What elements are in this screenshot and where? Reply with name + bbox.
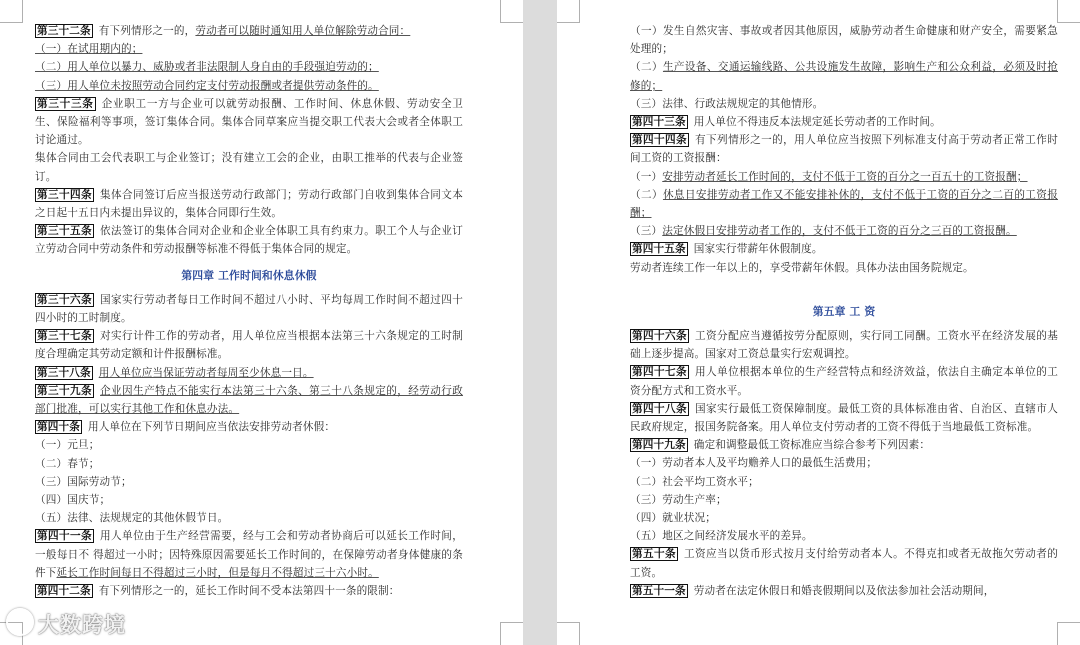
article-text: （四）国庆节；	[35, 494, 111, 507]
article-text: （三）法律、行政法规规定的其他情形。	[630, 97, 824, 110]
article-number: 第五十一条	[632, 584, 686, 597]
article-text: 依法签订的集体合同对企业和企业全体职工具有约束力。职工个人与企业订立劳动合同中劳动条件和劳动报酬等标准不得低于集体合同的规定。	[35, 225, 464, 256]
watermark-text: 大数跨境	[38, 613, 126, 637]
corner-mark	[0, 0, 23, 23]
article-text: 集体合同由工会代表职工与企业签订；没有建立工会的企业，由职工推举的代表与企业签订。	[35, 152, 463, 183]
underlined-text: 安排劳动者延长工作时间的，支付不低于工资的百分之一百五十的工资报酬；	[662, 170, 1028, 183]
article-number: 第四十九条	[632, 439, 686, 452]
corner-mark	[1057, 622, 1080, 645]
underlined-text: 法定休假日安排劳动者工作的，支付不低于工资的百分之三百的工资报酬。	[662, 225, 1017, 238]
corner-mark	[557, 622, 580, 645]
underlined-text: 用人单位应当保证劳动者每周至少休息一日。	[98, 366, 314, 379]
article-number: 第三十四条	[37, 188, 93, 201]
article-text: 工资分配应当遵循按劳分配原则，实行同工同酬。工资水平在经济发展的基础上逐步提高。国家对工资总量实行宏观调控。	[630, 330, 1059, 361]
article-paragraph	[630, 259, 1058, 277]
article-number: 第三十六条	[37, 293, 93, 306]
page-body	[630, 22, 1058, 600]
article-paragraph	[630, 436, 1058, 454]
article-text: 国家实行带薪年休假制度。	[693, 243, 823, 256]
article-paragraph	[630, 545, 1058, 581]
watermark-icon	[6, 608, 34, 636]
corner-mark	[1057, 0, 1080, 23]
underlined-text: 延长工作时间每日不得超过三小时，但是每月不得超过三十六小时。	[56, 566, 379, 579]
article-paragraph	[35, 582, 463, 600]
article-paragraph	[630, 327, 1058, 363]
underlined-text: 劳动者可以随时通知用人单位解除劳动合同：	[195, 25, 411, 37]
page-body	[35, 22, 463, 600]
article-paragraph	[630, 473, 1058, 491]
article-text: 劳动者连续工作一年以上的，享受带薪年休假。具体办法由国务院规定。	[630, 261, 974, 274]
article-number: 第三十八条	[37, 366, 91, 379]
article-text: （一）劳动者本人及平均赡养人口的最低生活费用；	[630, 457, 878, 470]
article-paragraph	[35, 382, 463, 418]
document-page-right	[557, 0, 1080, 645]
article-text: 有下列情形之一的，用人单位应当按照下列标准支付高于劳动者正常工作时间工资的工资报酬：	[630, 134, 1059, 165]
article-text: （三）	[630, 225, 663, 238]
article-text: 企业职工一方与企业可以就劳动报酬、工作时间、休息休假、劳动安全卫生、保险福利等事项，签订集体合同。集体合同草案应当提交职工代表大会或者全体职工讨论通过。	[35, 97, 464, 147]
underlined-text: 生产设备、交通运输线路、公共设施发生故障，影响生产和公众利益，必须及时抢修的；	[630, 61, 1058, 92]
article-paragraph	[35, 58, 463, 76]
article-number: 第四十五条	[632, 243, 686, 256]
corner-mark	[500, 622, 523, 645]
article-paragraph	[630, 131, 1058, 167]
article-number: 第四十二条	[37, 585, 91, 598]
article-paragraph	[35, 364, 463, 382]
article-number: 第四十条	[37, 421, 80, 434]
article-number: 第三十五条	[37, 225, 93, 238]
underlined-text: （二）用人单位以暴力、威胁或者非法限制人身自由的手段强迫劳动的；	[35, 61, 379, 74]
article-paragraph	[630, 491, 1058, 509]
article-number: 第四十七条	[632, 366, 688, 379]
article-number: 第四十八条	[632, 402, 688, 415]
article-text: 集体合同签订后应当报送劳动行政部门；劳动行政部门自收到集体合同文本之日起十五日内未提出异议的，集体合同即行生效。	[35, 188, 464, 220]
underlined-text: 企业因生产特点不能实行本法第三十六条、第三十八条规定的，经劳动行政部门批准，可以实行其他工作和休息办法。	[35, 384, 464, 416]
article-paragraph	[35, 222, 463, 258]
paragraph-group	[35, 22, 463, 259]
underlined-text: 休息日安排劳动者工作又不能安排补休的，支付不低于工资的百分之二百的工资报酬；	[630, 188, 1058, 220]
document-page-left	[0, 0, 523, 645]
article-number: 第四十四条	[632, 134, 688, 147]
article-paragraph	[35, 473, 463, 491]
article-number: 第五十条	[632, 548, 677, 561]
article-text: （一）发生自然灾害、事故或者因其他原因，威胁劳动者生命健康和财产安全，需要紧急处理的；	[630, 25, 1058, 56]
article-paragraph	[35, 149, 463, 185]
article-paragraph	[630, 95, 1058, 113]
corner-mark	[557, 0, 580, 23]
article-text: 有下列情形之一的，	[98, 25, 196, 37]
underlined-text: （一）在试用期内的；	[35, 43, 143, 56]
article-paragraph	[35, 327, 463, 363]
article-text: （五）法律、法规规定的其他休假节日。	[35, 512, 229, 525]
chapter-title: 第四章 工作时间和休息休假	[181, 268, 317, 282]
article-paragraph	[630, 363, 1058, 399]
article-text: 国家实行最低工资保障制度。最低工资的具体标准由省、自治区、直辖市人民政府规定，报国务院备案。用人单位支付劳动者的工资不得低于当地最低工资标准。	[630, 402, 1059, 434]
article-text: 劳动者在法定休假日和婚丧假期间以及依法参加社会活动期间，	[693, 584, 995, 597]
watermark-logo	[6, 608, 126, 639]
article-paragraph	[630, 58, 1058, 94]
article-paragraph	[35, 40, 463, 58]
article-text: 用人单位不得违反本法规定延长劳动者的工作时间。	[693, 116, 941, 129]
article-text: （二）	[630, 61, 663, 74]
article-paragraph	[35, 527, 463, 582]
paragraph-group	[630, 22, 1058, 277]
article-text: 确定和调整最低工资标准应当综合参考下列因素：	[693, 439, 931, 452]
article-paragraph	[630, 22, 1058, 58]
article-paragraph	[35, 418, 463, 436]
article-paragraph	[35, 436, 463, 454]
article-text: （一）元旦；	[35, 439, 100, 452]
article-paragraph	[630, 509, 1058, 527]
article-number: 第三十三条	[37, 97, 94, 110]
article-paragraph	[35, 455, 463, 473]
article-text: （一）	[630, 170, 663, 183]
article-text: （二）社会平均工资水平；	[630, 475, 759, 488]
article-paragraph	[35, 491, 463, 509]
article-text: （四）就业状况；	[630, 512, 716, 525]
article-text: 用人单位在下列节日期间应当依法安排劳动者休假：	[87, 421, 336, 434]
article-number: 第四十三条	[632, 116, 686, 129]
article-text: （三）国际劳动节；	[35, 475, 132, 488]
article-text: 对实行计件工作的劳动者，用人单位应当根据本法第三十六条规定的工时制度合理确定其劳动定额和计件报酬标准。	[35, 330, 464, 361]
article-paragraph	[35, 22, 463, 40]
article-number: 第四十一条	[37, 530, 93, 543]
article-paragraph	[630, 222, 1058, 240]
article-text: （二）	[630, 188, 663, 201]
article-text: （二）春节；	[35, 457, 100, 470]
article-text: （三）劳动生产率；	[630, 493, 727, 506]
article-text: （五）地区之间经济发展水平的差异。	[630, 530, 813, 543]
article-paragraph	[35, 291, 463, 327]
paragraph-group	[35, 291, 463, 600]
corner-mark	[500, 0, 523, 23]
article-number: 第三十二条	[37, 25, 91, 37]
paragraph-group	[630, 327, 1058, 600]
article-text: 用人单位由于生产经营需要，经与工会和劳动者协商后可以延长工作时间，一般每日不 得超过一小时；因特殊原因需要延长工作时间的，在保障劳动者身体健康的条件下	[35, 530, 464, 579]
article-paragraph	[630, 186, 1058, 222]
underlined-text: （三）用人单位未按照劳动合同约定支付劳动报酬或者提供劳动条件的。	[35, 79, 379, 92]
article-number: 第三十九条	[37, 384, 93, 397]
article-paragraph	[630, 168, 1058, 186]
article-paragraph	[630, 400, 1058, 436]
article-paragraph	[630, 582, 1058, 600]
article-paragraph	[630, 527, 1058, 545]
article-text: 用人单位根据本单位的生产经营特点和经济效益，依法自主确定本单位的工资分配方式和工资水平。	[630, 366, 1059, 397]
article-paragraph	[630, 454, 1058, 472]
article-paragraph	[35, 186, 463, 222]
article-number: 第三十七条	[37, 330, 93, 343]
article-paragraph	[35, 509, 463, 527]
article-paragraph	[630, 113, 1058, 131]
article-paragraph	[630, 240, 1058, 258]
article-number: 第四十六条	[632, 330, 688, 343]
article-text: 有下列情形之一的，延长工作时间不受本法第四十一条的限制：	[98, 585, 400, 598]
article-paragraph	[35, 77, 463, 95]
article-text: 工资应当以货币形式按月支付给劳动者本人。不得克扣或者无故拖欠劳动者的工资。	[630, 548, 1058, 579]
article-paragraph	[35, 95, 463, 150]
article-text: 国家实行劳动者每日工作时间不超过八小时、平均每周工作时间不超过四十四小时的工时制度。	[35, 293, 464, 325]
chapter-title: 第五章 工 资	[812, 304, 876, 318]
